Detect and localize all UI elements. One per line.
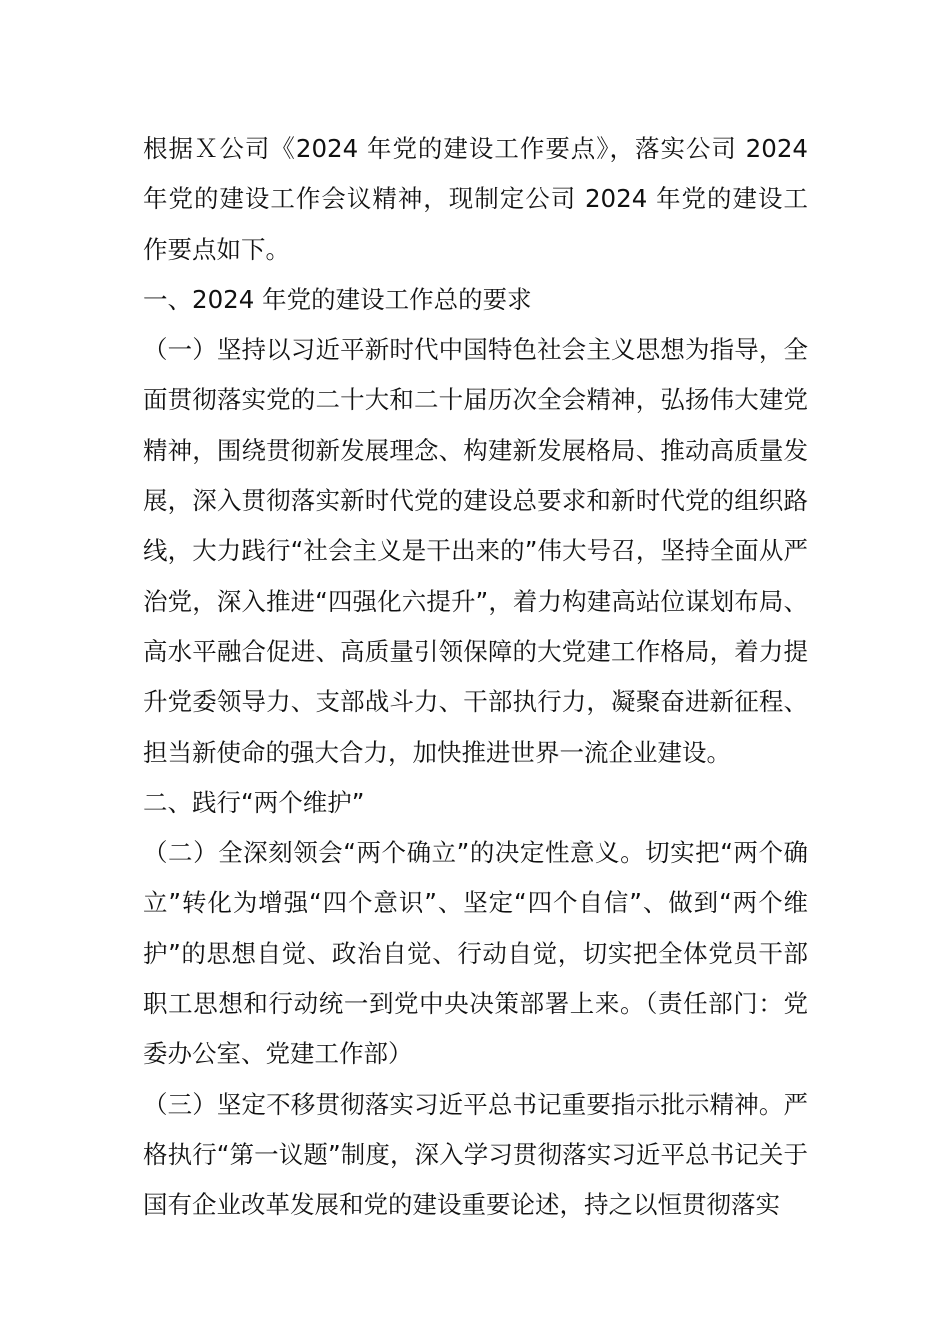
- section-heading-2: 二、践行“两个维护”: [143, 787, 365, 817]
- item-paragraph-3: （三）坚定不移贯彻落实习近平总书记重要指示批示精神。严格执行“第一议题”制度，深入学习贯彻落实习近平总书记关于国有企业改革发展和党的建设重要论述，持之以恒贯彻落实: [143, 1089, 808, 1220]
- intro-paragraph: 根据Ｘ公司《2024 年党的建设工作要点》，落实公司 2024 年党的建设工作会议精神，现制定公司 2024 年党的建设工作要点如下。: [143, 134, 808, 264]
- item-paragraph-1: （一）坚持以习近平新时代中国特色社会主义思想为指导，全面贯彻落实党的二十大和二十届历次全会精神，弘扬伟大建党精神，围绕贯彻新发展理念、构建新发展格局、推动高质量发展，深入贯彻落实新时代党的建设总要求和新时代党的组织路线，大力践行“社会主义是干出来的”伟大号召，坚持全面从严治党，深入推进“四强化六提升”，着力构建高站位谋划布局、高水平融合促进、高质量引领保障的大党建工作格局，着力提升党委领导力、支部战斗力、干部执行力，凝聚奋进新征程、担当新使命的强大合力，加快推进世界一流企业建设。: [143, 335, 808, 767]
- item-paragraph-2: （二）全深刻领会“两个确立”的决定性意义。切实把“两个确立”转化为增强“四个意识”、坚定“四个自信”、做到“两个维护”的思想自觉、政治自觉、行动自觉，切实把全体党员干部职工思想和行动统一到党中央决策部署上来。（责任部门：党委办公室、党建工作部）: [143, 838, 808, 1069]
- section-heading-1: 一、2024 年党的建设工作总的要求: [143, 284, 532, 314]
- document-page: [143, 124, 808, 1231]
